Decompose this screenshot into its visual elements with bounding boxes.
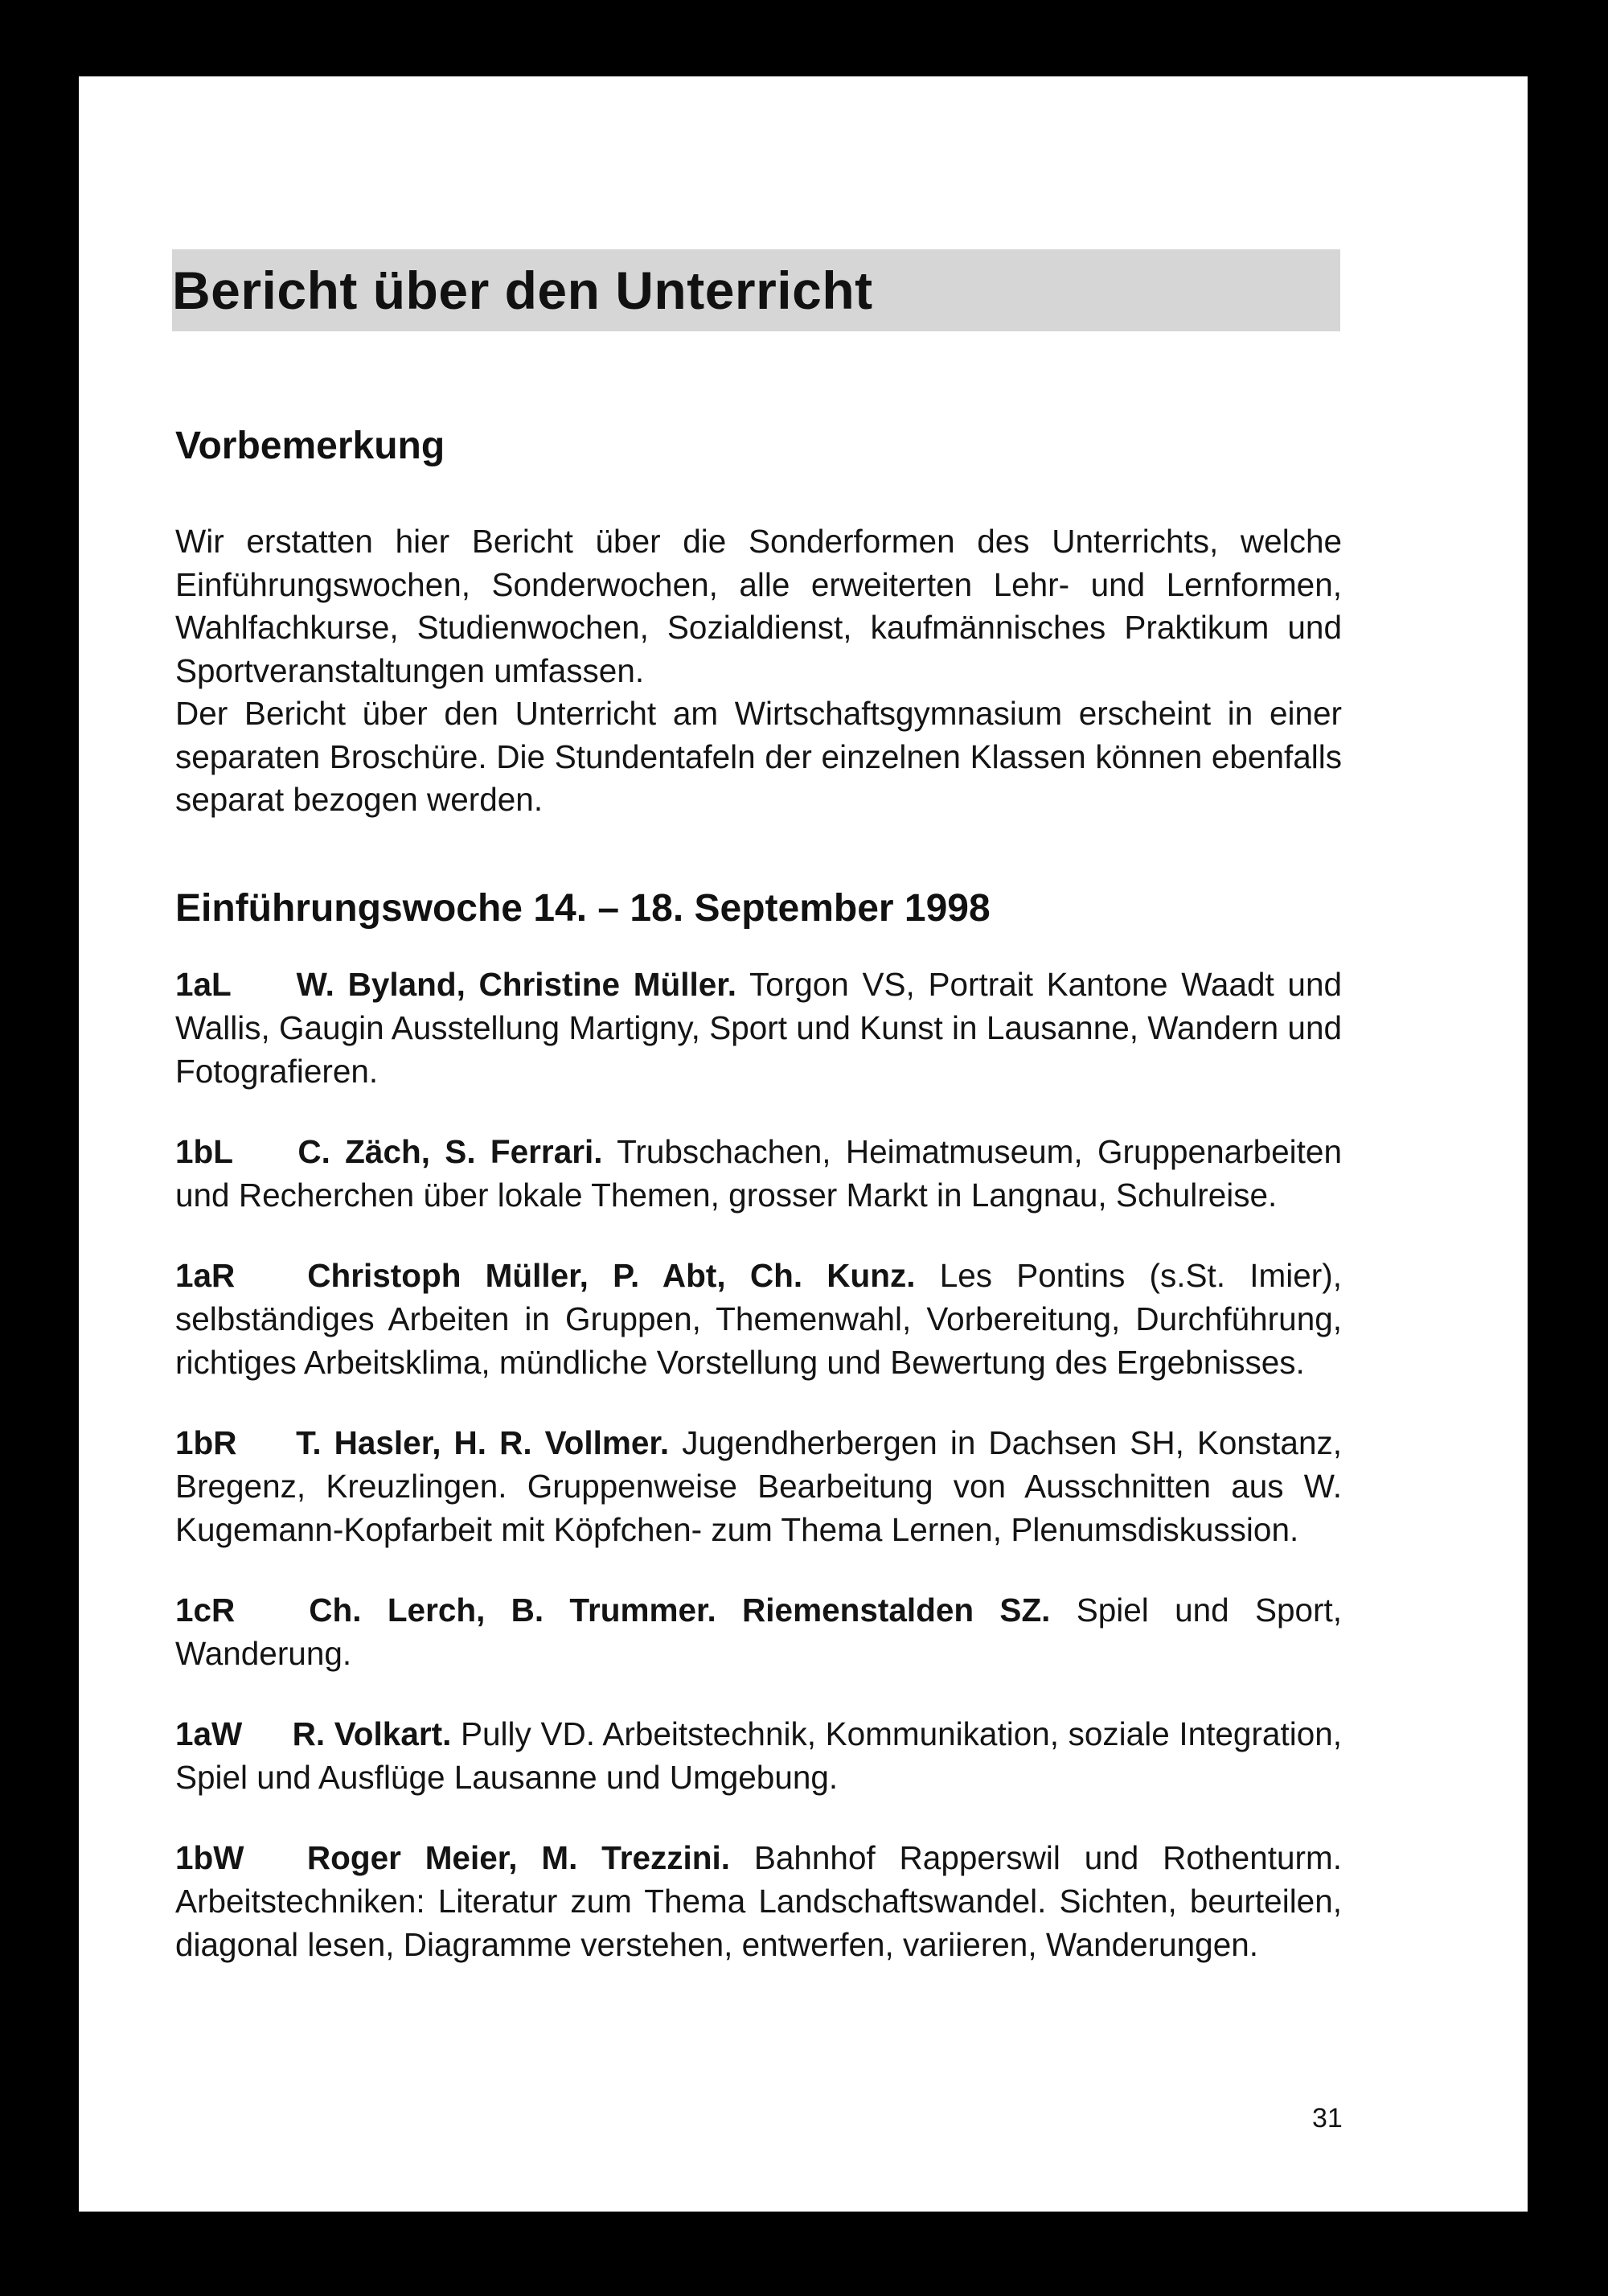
intro-paragraph-1: Wir erstatten hier Bericht über die Sonderformen des Unterrichts, welche Einführungswochen, Sonderwochen, alle erweiterten Lehr- und Lernformen, Wahlfachkurse, Studienwochen, Sozialdienst, kaufmännisches Praktikum und Sportveranstaltungen umfassen. (175, 523, 1342, 689)
page-title: Bericht über den Unterricht (172, 261, 873, 320)
class-teachers: T. Hasler, H. R. Vollmer. (296, 1423, 670, 1461)
section-heading-vorbemerkung: Vorbemerkung (175, 425, 445, 467)
class-entry (175, 1588, 1342, 1675)
page-content (175, 424, 1342, 2003)
document-page (79, 76, 1528, 2212)
class-code: 1bL (175, 1132, 234, 1170)
class-entry (175, 1254, 1342, 1384)
class-entry (175, 1130, 1342, 1217)
class-description: Pully VD. Arbeitstechnik, Kommunikation, soziale Integration, Spiel und Ausflüge Lausanne und Umgebung. (175, 1715, 1342, 1796)
class-description: Bahnhof Rapperswil und Rothenturm. Arbeitstechniken: Literatur zum Thema Landschaftswandel. Sichten, beurteilen, diagonal lesen, Diagramme verstehen, entwerfen, variieren, Wanderungen. (175, 1838, 1342, 1963)
title-band (172, 249, 1340, 331)
class-entry (175, 963, 1342, 1093)
class-teachers: W. Byland, Christine Müller. (296, 965, 737, 1003)
class-entry (175, 1836, 1342, 1966)
intro-paragraph-2: Der Bericht über den Unterricht am Wirtschaftsgymnasium erscheint in einer separaten Broschüre. Die Stundentafeln der einzelnen Klassen können ebenfalls separat bezogen werden. (175, 695, 1342, 818)
class-teachers: Ch. Lerch, B. Trummer. Riemenstalden SZ. (309, 1591, 1051, 1629)
class-code: 1cR (175, 1591, 236, 1629)
class-description: Spiel und Sport, Wanderung. (175, 1591, 1342, 1672)
class-entry (175, 1421, 1342, 1551)
class-description: Jugendherbergen in Dachsen SH, Konstanz, Bregenz, Kreuzlingen. Gruppenweise Bearbeitung von Ausschnitten aus W. Kugemann-Kopfarbeit mit Köpfchen- zum Thema Lernen, Plenumsdiskussion. (175, 1423, 1342, 1548)
class-code: 1aW (175, 1715, 243, 1752)
class-teachers: C. Zäch, S. Ferrari. (297, 1132, 603, 1170)
class-description: Trubschachen, Heimatmuseum, Gruppenarbeiten und Recherchen über lokale Themen, grosser Markt in Langnau, Schulreise. (175, 1132, 1342, 1214)
class-code: 1bW (175, 1838, 244, 1876)
class-code: 1aR (175, 1256, 236, 1294)
class-teachers: Christoph Müller, P. Abt, Ch. Kunz. (307, 1256, 916, 1294)
class-teachers: Roger Meier, M. Trezzini. (306, 1838, 730, 1876)
class-code: 1aL (175, 965, 232, 1003)
class-description: Torgon VS, Portrait Kantone Waadt und Wallis, Gaugin Ausstellung Martigny, Sport und Kunst in Lausanne, Wandern und Fotografieren. (175, 965, 1342, 1090)
class-teachers: R. Volkart. (292, 1715, 452, 1752)
class-description: Les Pontins (s.St. Imier), selbständiges Arbeiten in Gruppen, Themenwahl, Vorbereitung, Durchführung, richtiges Arbeitsklima, mündliche Vorstellung und Bewertung des Ergebnisses. (175, 1256, 1342, 1381)
section-heading-einfuehrungswoche: Einführungswoche 14. – 18. September 1998 (175, 886, 991, 930)
page-number: 31 (1312, 2103, 1343, 2134)
class-entry (175, 1712, 1342, 1799)
class-code: 1bR (175, 1423, 237, 1461)
